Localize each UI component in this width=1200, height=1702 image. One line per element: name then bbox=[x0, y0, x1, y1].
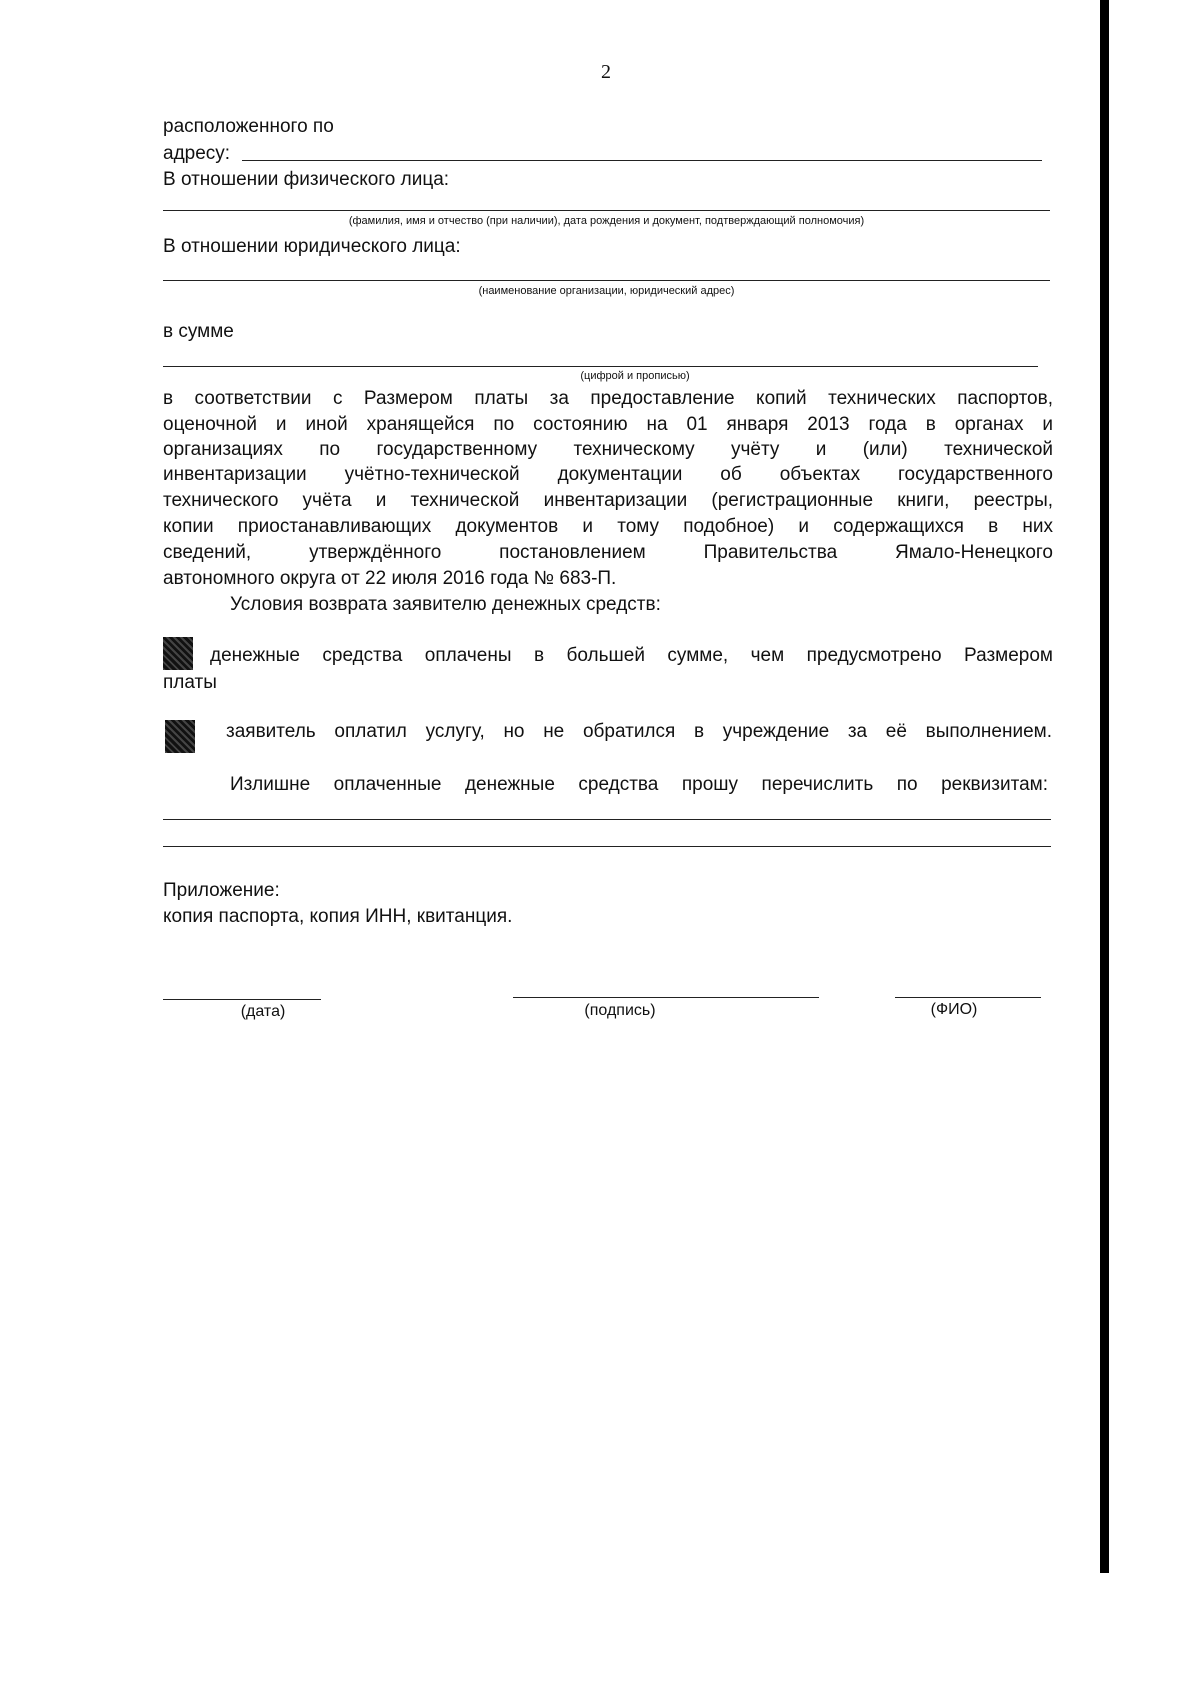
refund-option2-checkbox[interactable] bbox=[165, 720, 195, 753]
amount-caption: (цифрой и прописью) bbox=[580, 370, 690, 382]
requisites-label: Излишне оплаченные денежные средства прошу перечислить по реквизитам: bbox=[230, 774, 1048, 795]
name-line bbox=[895, 997, 1041, 998]
individual-field-line bbox=[163, 210, 1050, 211]
basis-line-6: копии приостанавливающих документов и тому подобное) и содержащихся в них bbox=[163, 516, 1053, 537]
signature-caption: (подпись) bbox=[584, 1002, 656, 1019]
name-caption: (ФИО) bbox=[930, 1001, 978, 1018]
scan-edge-border bbox=[1100, 0, 1109, 1573]
basis-line-2: оценочной и иной хранящейся по состоянию на 01 января 2013 года в органах и bbox=[163, 414, 1053, 435]
refund-option1-line2: платы bbox=[163, 672, 217, 693]
refund-option2-label: заявитель оплатил услугу, но не обратился в учреждение за её выполнением. bbox=[226, 721, 1052, 742]
basis-line-3: организациях по государственному техническому учёту и (или) технической bbox=[163, 439, 1053, 460]
refund-conditions-heading: Условия возврата заявителю денежных средств: bbox=[230, 594, 661, 615]
address-label-line1: расположенного по bbox=[163, 116, 334, 137]
attachment-items: копия паспорта, копия ИНН, квитанция. bbox=[163, 906, 513, 927]
individual-caption: (фамилия, имя и отчество (при наличии), дата рождения и документ, подтверждающий полномочия) bbox=[348, 215, 865, 227]
basis-line-8: автономного округа от 22 июля 2016 года № 683-П. bbox=[163, 568, 617, 589]
amount-label: в сумме bbox=[163, 321, 234, 342]
address-label-line2: адресу: bbox=[163, 143, 231, 164]
date-caption: (дата) bbox=[240, 1003, 286, 1020]
basis-line-7: сведений, утверждённого постановлением Правительства Ямало-Ненецкого bbox=[163, 542, 1053, 563]
requisites-field-line-2 bbox=[163, 846, 1051, 847]
legal-entity-label: В отношении юридического лица: bbox=[163, 236, 461, 257]
individual-label: В отношении физического лица: bbox=[163, 169, 450, 190]
amount-field-line bbox=[163, 366, 1038, 367]
basis-line-1: в соответствии с Размером платы за предоставление копий технических паспортов, bbox=[163, 388, 1053, 409]
legal-entity-field-line bbox=[163, 280, 1050, 281]
page-number: 2 bbox=[601, 61, 611, 83]
address-field-line bbox=[242, 160, 1042, 161]
basis-line-5: технического учёта и технической инвентаризации (регистрационные книги, реестры, bbox=[163, 490, 1053, 511]
date-line bbox=[163, 999, 321, 1000]
refund-option1-line1: денежные средства оплачены в большей сумме, чем предусмотрено Размером bbox=[210, 645, 1053, 666]
signature-line bbox=[513, 997, 819, 998]
legal-entity-caption: (наименование организации, юридический адрес) bbox=[478, 285, 735, 297]
attachment-heading: Приложение: bbox=[163, 880, 280, 901]
refund-option1-checkbox[interactable] bbox=[163, 637, 193, 670]
requisites-field-line-1 bbox=[163, 819, 1051, 820]
basis-line-4: инвентаризации учётно-технической документации об объектах государственного bbox=[163, 464, 1053, 485]
